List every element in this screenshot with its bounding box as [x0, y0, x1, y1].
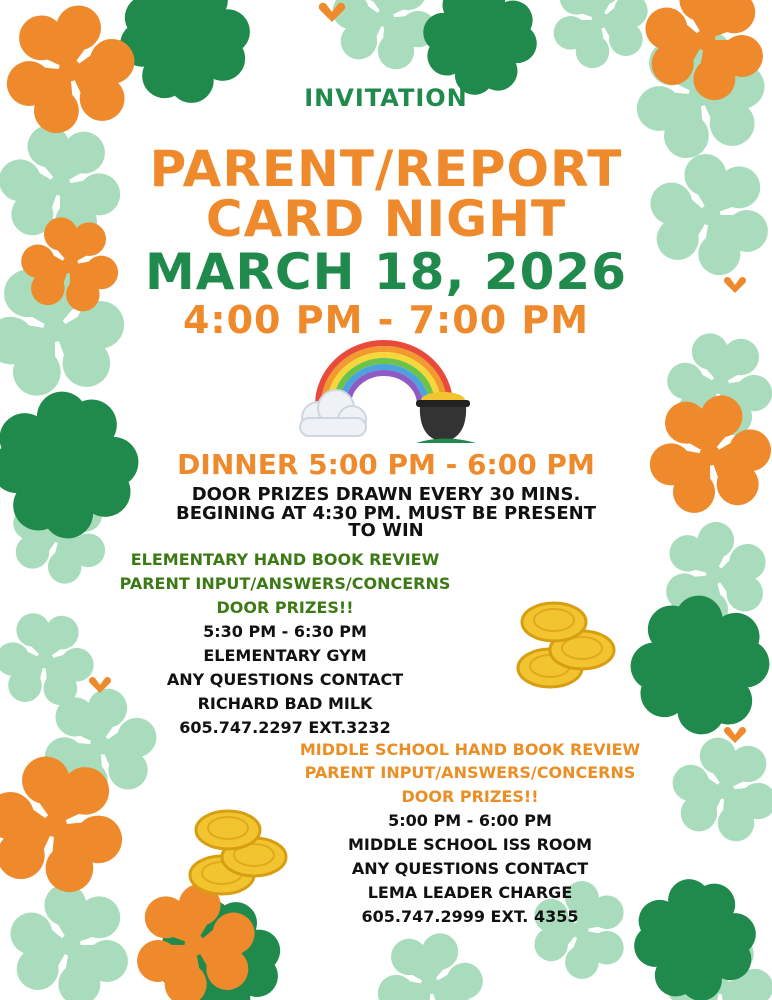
middle-school-phone: 605.747.2999 EXT. 4355 — [361, 907, 579, 926]
middle-school-contact-label: ANY QUESTIONS CONTACT — [351, 859, 589, 878]
cloud-icon — [300, 390, 366, 436]
elementary-door-prizes: DOOR PRIZES!! — [216, 598, 354, 617]
elementary-phone: 605.747.2297 EXT.3232 — [179, 718, 391, 737]
event-title-line-2: CARD NIGHT — [205, 190, 567, 248]
elementary-input: PARENT INPUT/ANSWERS/CONCERNS — [119, 574, 451, 593]
middle-school-door-prizes: DOOR PRIZES!! — [401, 787, 539, 806]
middle-school-contact-name: LEMA LEADER CHARGE — [367, 883, 573, 902]
elementary-contact-label: ANY QUESTIONS CONTACT — [166, 670, 404, 689]
event-date: MARCH 18, 2026 — [144, 243, 628, 301]
pot-of-gold-icon — [416, 392, 476, 443]
door-prizes-note-3: TO WIN — [348, 520, 424, 541]
elementary-time: 5:30 PM - 6:30 PM — [203, 622, 367, 641]
elementary-contact-name: RICHARD BAD MILK — [197, 694, 373, 713]
door-prizes-note-2: BEGINING AT 4:30 PM. MUST BE PRESENT — [176, 503, 596, 524]
middle-school-title: MIDDLE SCHOOL HAND BOOK REVIEW — [299, 740, 641, 759]
middle-school-location: MIDDLE SCHOOL ISS ROOM — [347, 835, 593, 854]
middle-school-input: PARENT INPUT/ANSWERS/CONCERNS — [304, 763, 636, 782]
invitation-label: INVITATION — [304, 84, 468, 112]
middle-school-time: 5:00 PM - 6:00 PM — [388, 811, 552, 830]
dinner-time: DINNER 5:00 PM - 6:00 PM — [177, 448, 595, 481]
event-time: 4:00 PM - 7:00 PM — [182, 298, 590, 342]
door-prizes-note-1: DOOR PRIZES DRAWN EVERY 30 MINS. — [191, 484, 581, 505]
event-title-line-1: PARENT/REPORT — [149, 140, 623, 198]
elementary-title: ELEMENTARY HAND BOOK REVIEW — [130, 550, 440, 569]
elementary-location: ELEMENTARY GYM — [203, 646, 367, 665]
